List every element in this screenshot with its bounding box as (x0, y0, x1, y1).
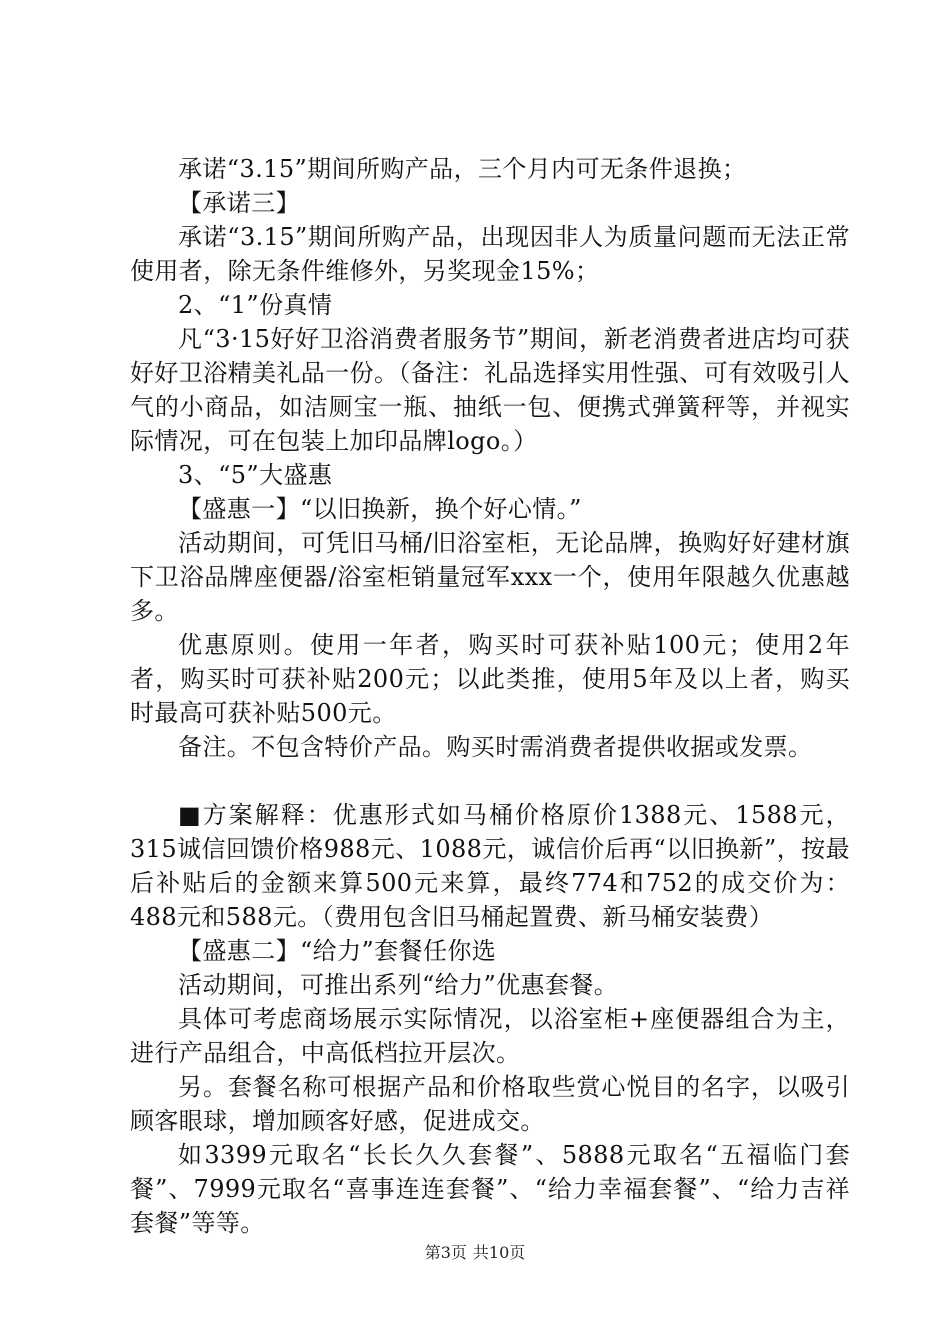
paragraph-note: 备注。不包含特价产品。购买时需消费者提供收据或发票。 (178, 733, 813, 761)
paragraph-promise-return: 承诺“3.15”期间所购产品，三个月内可无条件退换； (178, 155, 747, 183)
paragraph-package-intro: 活动期间，可推出系列“给力”优惠套餐。 (178, 971, 619, 999)
paragraph-package-naming: 另。套餐名称可根据产品和价格取些赏心悦目的名字，以吸引顾客眼球，增加顾客好感，促进成交。 (130, 1073, 850, 1135)
document-body (130, 152, 850, 1240)
page-footer (0, 1242, 950, 1264)
paragraph-package-examples: 如3399元取名“长长久久套餐”、5888元取名“五福临门套餐”、7999元取名“喜事连连套餐”、“给力幸福套餐”、“给力吉祥套餐”等等。 (130, 1141, 850, 1237)
page-number: 第3页 (424, 1243, 467, 1262)
paragraph-promise-repair: 承诺“3.15”期间所购产品，出现因非人为质量问题而无法正常使用者，除无条件维修外，另奖现金15%； (130, 223, 850, 285)
heading-offer-one: 【盛惠一】“以旧换新，换个好心情。” (178, 495, 582, 523)
paragraph-gift: 凡“3·15好好卫浴消费者服务节”期间，新老消费者进店均可获好好卫浴精美礼品一份。（备注：礼品选择实用性强、可有效吸引人气的小商品，如洁厕宝一瓶、抽纸一包、便携式弹簧秤等，并视实际情况，可在包装上加印品牌logo。） (130, 325, 850, 455)
heading-section-2: 2、“1”份真情 (178, 291, 333, 319)
page-total: 共10页 (472, 1243, 526, 1262)
heading-offer-two: 【盛惠二】“给力”套餐任你选 (178, 937, 497, 965)
paragraph-trade-in: 活动期间，可凭旧马桶/旧浴室柜，无论品牌，换购好好建材旗下卫浴品牌座便器/浴室柜销量冠军xxx一个，使用年限越久优惠越多。 (130, 529, 850, 625)
heading-promise-three: 【承诺三】 (178, 189, 300, 217)
paragraph-package-combination: 具体可考虑商场展示实际情况，以浴室柜+座便器组合为主，进行产品组合，中高低档拉开层次。 (130, 1005, 850, 1067)
paragraph-plan-explanation: ■方案解释：优惠形式如马桶价格原价1388元、1588元，315诚信回馈价格988元、1088元，诚信价后再“以旧换新”，按最后补贴后的金额来算500元来算，最终774和752的成交价为：488元和588元。（费用包含旧马桶起置费、新马桶安装费） (130, 801, 850, 931)
heading-section-3: 3、“5”大盛惠 (178, 461, 333, 489)
paragraph-subsidy-rule: 优惠原则。使用一年者，购买时可获补贴100元；使用2年者，购买时可获补贴200元；以此类推，使用5年及以上者，购买时最高可获补贴500元。 (130, 631, 850, 727)
